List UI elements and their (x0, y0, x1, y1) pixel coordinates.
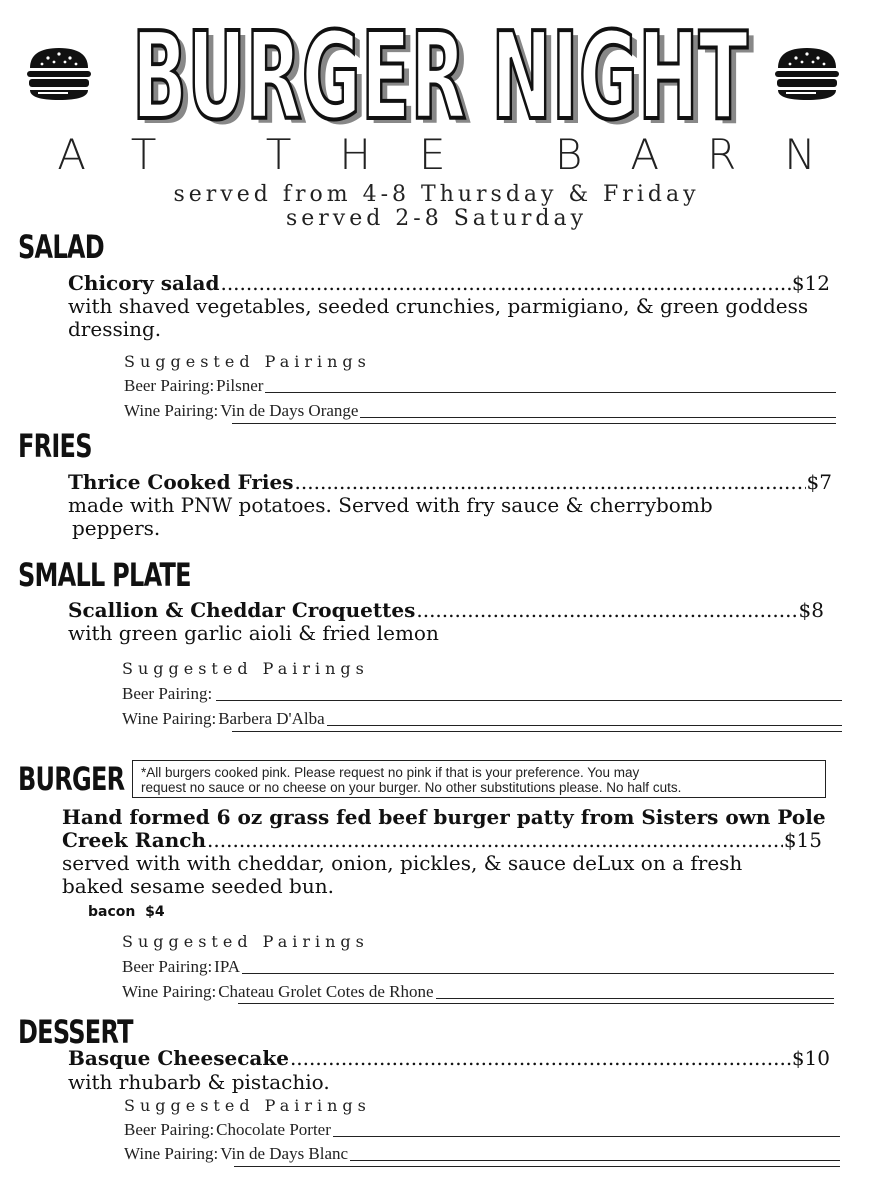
menu-title-text: BURGER NIGHT (132, 8, 749, 133)
wine-pairing-value: Barbera D'Alba (218, 709, 325, 728)
item-price: $12 (791, 271, 830, 295)
burger-icon-right (772, 44, 842, 109)
menu-title-shadow: BURGER NIGHT (138, 13, 755, 133)
wine-pairing-label: Wine Pairing: (124, 401, 219, 420)
item-description-line-2: baked sesame seeded bun. (62, 874, 334, 898)
pairing-underline (234, 1166, 840, 1167)
item-price: $7 (806, 470, 832, 494)
beer-pairing (124, 376, 836, 396)
section-heading-salad: SALAD (18, 228, 104, 266)
pairings-heading: Suggested Pairings (122, 932, 369, 951)
wine-pairing (122, 982, 834, 1002)
section-heading-small-plate: SMALL PLATE (18, 556, 191, 594)
burger-icon (24, 44, 94, 104)
item-name-line-1: Hand formed 6 oz grass fed beef burger patty from Sisters own Pole (62, 805, 826, 829)
menu-item-thrice-cooked-fries (68, 471, 832, 494)
pairing-underline (238, 1003, 834, 1004)
burger-note-box (132, 760, 826, 798)
addon-bacon: bacon $4 (88, 904, 165, 920)
wine-pairing-value: Vin de Days Orange (220, 401, 359, 420)
item-name-line-2: Creek Ranch (62, 828, 207, 852)
wine-pairing-label: Wine Pairing: (124, 1144, 219, 1163)
wine-pairing (124, 401, 836, 421)
item-name: Thrice Cooked Fries (68, 470, 294, 494)
beer-pairing-label: Beer Pairing: (122, 957, 213, 976)
wine-pairing-label: Wine Pairing: (122, 709, 217, 728)
burger-icon-left (24, 44, 94, 109)
beer-pairing-value: IPA (214, 957, 241, 976)
menu-subtitle: AT THE BARN (57, 130, 864, 179)
pairings-heading: Suggested Pairings (122, 659, 369, 678)
wine-pairing (124, 1144, 840, 1164)
menu-item-chicory-salad (68, 272, 830, 295)
pairing-underline (232, 423, 836, 424)
item-description-line-1: served with with cheddar, onion, pickles, & sauce deLux on a fresh (62, 851, 743, 875)
wine-pairing-label: Wine Pairing: (122, 982, 217, 1001)
item-name: Basque Cheesecake (68, 1046, 289, 1070)
burger-note-line-1: *All burgers cooked pink. Please request no pink if that is your preference. You may (141, 765, 640, 780)
beer-pairing-label: Beer Pairing: (122, 684, 213, 703)
pairing-underline (232, 731, 842, 732)
wine-pairing-value: Vin de Days Blanc (220, 1144, 349, 1163)
beer-pairing-value: Pilsner (216, 376, 264, 395)
item-description-line-1: with rhubarb & pistachio. (68, 1070, 330, 1094)
item-name: Chicory salad (68, 271, 220, 295)
item-name: Scallion & Cheddar Croquettes (68, 598, 416, 622)
wine-pairing (122, 709, 842, 729)
burger-icon (772, 44, 842, 104)
section-heading-dessert: DESSERT (18, 1013, 133, 1051)
beer-pairing-value: Chocolate Porter (216, 1120, 331, 1139)
wine-pairing-value: Chateau Grolet Cotes de Rhone (218, 982, 434, 1001)
beer-pairing (122, 957, 834, 977)
menu-title (120, 8, 760, 133)
menu-item-croquettes (68, 599, 824, 622)
item-description-line-1: with shaved vegetables, seeded crunchies, parmigiano, & green goddess (68, 294, 809, 318)
hours-line-1: served from 4-8 Thursday & Friday (173, 182, 700, 207)
menu-item-basque-cheesecake (68, 1047, 830, 1070)
pairings-heading: Suggested Pairings (124, 1096, 371, 1115)
item-price: $8 (798, 598, 824, 622)
section-heading-burger: BURGER (18, 760, 125, 798)
item-price: $10 (791, 1046, 830, 1070)
beer-pairing-label: Beer Pairing: (124, 1120, 215, 1139)
pairings-heading: Suggested Pairings (124, 352, 371, 371)
section-heading-fries: FRIES (18, 427, 92, 465)
item-description-line-2: peppers. (72, 516, 161, 540)
item-description-line-2: dressing. (68, 317, 162, 341)
item-price: $15 (783, 828, 822, 852)
menu-item-burger (62, 829, 822, 852)
beer-pairing (124, 1120, 840, 1140)
burger-note-line-2: request no sauce or no cheese on your burger. No other substitutions please. No half cuts. (141, 780, 682, 795)
item-description-line-1: with green garlic aioli & fried lemon (68, 621, 439, 645)
item-description-line-1: made with PNW potatoes. Served with fry sauce & cherrybomb (68, 493, 713, 517)
beer-pairing-label: Beer Pairing: (124, 376, 215, 395)
hours-line-2: served 2-8 Saturday (285, 206, 588, 231)
beer-pairing (122, 684, 842, 704)
